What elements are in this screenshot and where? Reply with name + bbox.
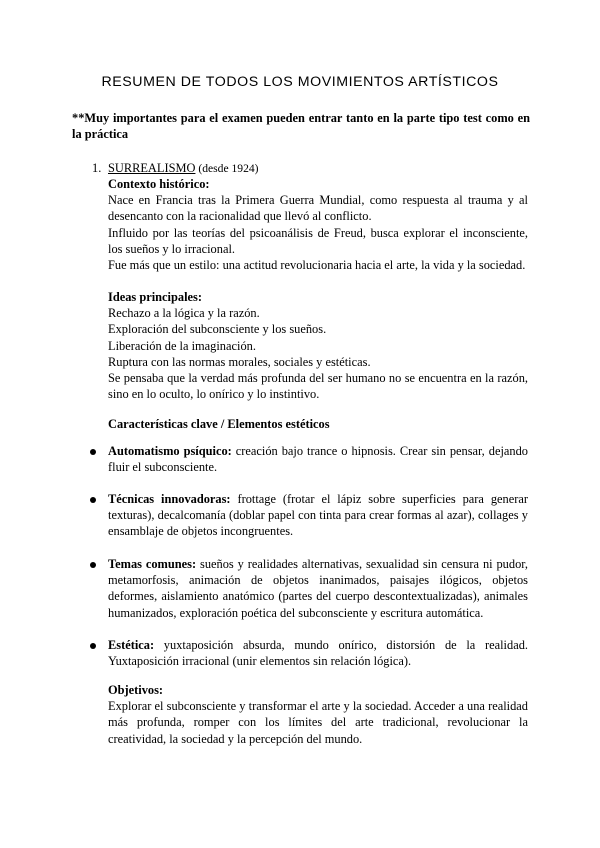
feature-item — [108, 443, 528, 475]
feature-text: frottage (frotar el lápiz sobre superficies para generar texturas), decalcomanía (doblar papel con tinta para crear formas al azar), collages y ensamblaje de objetos incongruentes. — [108, 492, 528, 539]
exam-note: **Muy importantes para el examen pueden entrar tanto en la parte tipo test como en la práctica — [72, 111, 530, 142]
movement-heading — [92, 160, 259, 177]
bullet-icon — [90, 497, 96, 503]
ideas-heading: Ideas principales: — [108, 290, 202, 304]
objectives-heading: Objetivos: — [108, 683, 164, 697]
idea-item: Se pensaba que la verdad más profunda del ser humano no se encuentra en la razón, sino en lo oculto, lo onírico y lo instintivo. — [108, 371, 528, 402]
movement-date: (desde 1924) — [195, 162, 259, 175]
feature-label: Automatismo psíquico: — [108, 444, 232, 458]
feature-item — [108, 491, 528, 540]
context-line: Influido por las teorías del psicoanálisis de Freud, busca explorar el inconsciente, los sueños y lo irracional. — [108, 225, 528, 256]
idea-item: Exploración del subconsciente y los sueños. — [108, 322, 327, 337]
movement-number: 1. — [92, 161, 102, 175]
context-line: Fue más que un estilo: una actitud revolucionaria hacia el arte, la vida y la sociedad. — [108, 258, 526, 273]
bullet-icon — [90, 562, 96, 568]
feature-label: Temas comunes: — [108, 557, 197, 571]
feature-item — [108, 637, 528, 669]
feature-text: sueños y realidades alternativas, sexualidad sin censura ni pudor, metamorfosis, animación de objetos inanimados, paisajes ilógicos, objetos deformes, aislamiento anatómico (partes del cuerpo descontextualizadas), animales humanizados, exploración poética del subconsciente y escritura automática. — [108, 557, 528, 620]
idea-item: Liberación de la imaginación. — [108, 338, 256, 353]
objectives-section — [108, 682, 528, 747]
feature-text: yuxtaposición absurda, mundo onírico, distorsión de la realidad. Yuxtaposición irracional (unir elementos sin relación lógica). — [108, 638, 528, 669]
features-heading: Características clave / Elementos estéticos — [108, 417, 330, 431]
features-heading-wrap — [108, 416, 528, 432]
bullet-icon — [90, 449, 96, 455]
idea-item: Rechazo a la lógica y la razón. — [108, 306, 260, 321]
movement-name: SURREALISMO — [108, 161, 196, 175]
context-line: Nace en Francia tras la Primera Guerra Mundial, como respuesta al trauma y al desencanto con la racionalidad que llevó al conflicto. — [108, 193, 528, 224]
context-section — [108, 176, 528, 273]
feature-label: Técnicas innovadoras: — [108, 492, 231, 506]
ideas-section — [108, 289, 528, 402]
context-heading: Contexto histórico: — [108, 177, 210, 191]
objectives-text: Explorar el subconsciente y transformar el arte y la sociedad. Acceder a una realidad más profunda, romper con los límites del arte tradicional, revolucionar la creatividad, la sociedad y la percepción del mundo. — [108, 699, 528, 746]
page-title: RESUMEN DE TODOS LOS MOVIMIENTOS ARTÍSTICOS — [101, 74, 499, 90]
idea-item: Ruptura con las normas morales, sociales y estéticas. — [108, 354, 371, 369]
feature-item — [108, 556, 528, 621]
feature-text: creación bajo trance o hipnosis. Crear sin pensar, dejando fluir el subconsciente. — [108, 444, 528, 475]
feature-label: Estética: — [108, 638, 155, 652]
bullet-icon — [90, 643, 96, 649]
